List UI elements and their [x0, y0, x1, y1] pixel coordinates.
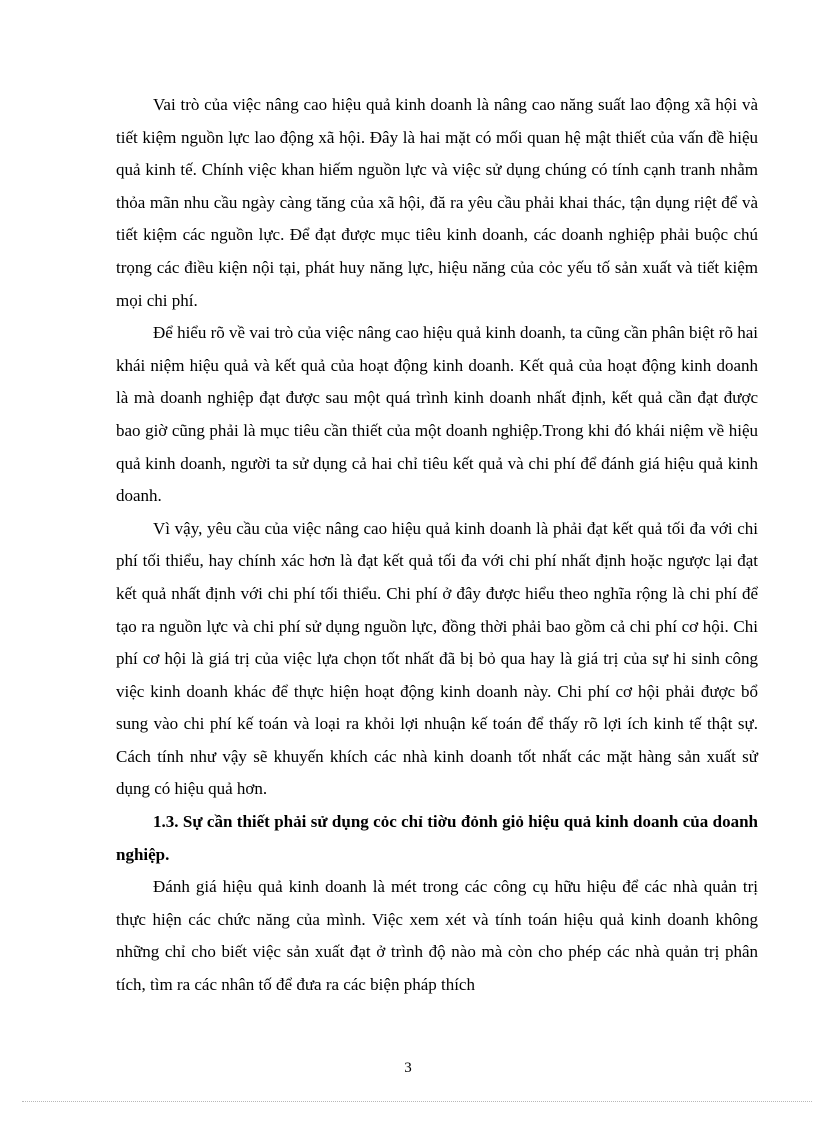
- paragraph-evaluation: Đánh giá hiệu quả kinh doanh là mét trong các công cụ hữu hiệu để các nhà quản trị thực hiện các chức năng của mình. Việc xem xét và tính toán hiệu quả kinh doanh không những chỉ cho biết việc sản xuất đạt ở trình độ nào mà còn cho phép các nhà quản trị phân tích, tìm ra các nhân tố để đưa ra các biện pháp thích: [116, 877, 758, 995]
- paragraph-role-of-efficiency: Vai trò của việc nâng cao hiệu quả kinh doanh là nâng cao năng suất lao động xã hội và tiết kiệm nguồn lực lao động xã hội. Đây là hai mặt có mối quan hệ mật thiết của vấn đề hiệu quả kinh tế. Chính việc khan hiếm nguồn lực và việc sử dụng chúng có tính cạnh tranh nhằm thỏa mãn nhu cầu ngày càng tăng của xã hội, đă ra yêu cầu phải khai thác, tận dụng riệt để và tiết kiệm các nguồn lực. Để đạt được mục tiêu kinh doanh, các doanh nghiệp phải buộc chú trọng các điều kiện nội tại, phát huy năng lực, hiệu năng của cỏc yếu tố sản xuất và tiết kiệm mọi chi phí.: [116, 95, 758, 310]
- paragraph-efficiency-vs-result: Để hiểu rõ về vai trò của việc nâng cao hiệu quả kinh doanh, ta cũng cần phân biệt rõ hai khái niệm hiệu quả và kết quả của hoạt động kinh doanh. Kết quả của hoạt động kinh doanh là mà doanh nghiệp đạt được sau một quá trình kinh doanh nhất định, kết quả cần đạt được bao giờ cũng phải là mục tiêu cần thiết của một doanh nghiệp.Trong khi đó khái niệm về hiệu quả kinh doanh, người ta sử dụng cả hai chỉ tiêu kết quả và chi phí để đánh giá hiệu quả kinh doanh.: [116, 323, 758, 506]
- section-heading: 1.3. Sự cần thiết phải sử dụng cỏc chỉ tiờu đỏnh giỏ hiệu quả kinh doanh của doanh nghiệp.: [116, 812, 758, 864]
- footer-divider: [22, 1101, 812, 1102]
- page-body: [116, 89, 758, 1002]
- page-number: 3: [404, 1060, 412, 1076]
- paragraph-cost-requirements: Vì vậy, yêu cầu của việc nâng cao hiệu quả kinh doanh là phải đạt kết quả tối đa với chi phí tối thiểu, hay chính xác hơn là đạt kết quả tối đa với chi phí nhất định hoặc ngược lại đạt kết quả nhất định với chi phí tối thiểu. Chi phí ở đây được hiểu theo nghĩa rộng là chi phí để tạo ra nguồn lực và chi phí sử dụng nguồn lực, đồng thời phải bao gồm cả chi phí cơ hội. Chi phí cơ hội là giá trị của việc lựa chọn tốt nhất đã bị bỏ qua hay là giá trị của sự hi sinh công việc kinh doanh khác để thực hiện hoạt động kinh doanh này. Chi phí cơ hội phải được bổ sung vào chi phí kế toán và loại ra khỏi lợi nhuận kế toán để thấy rõ lợi ích kinh tế thật sự. Cách tính như vậy sẽ khuyến khích các nhà kinh doanh tốt nhất các mặt hàng sản xuất sử dụng có hiệu quả hơn.: [116, 518, 758, 799]
